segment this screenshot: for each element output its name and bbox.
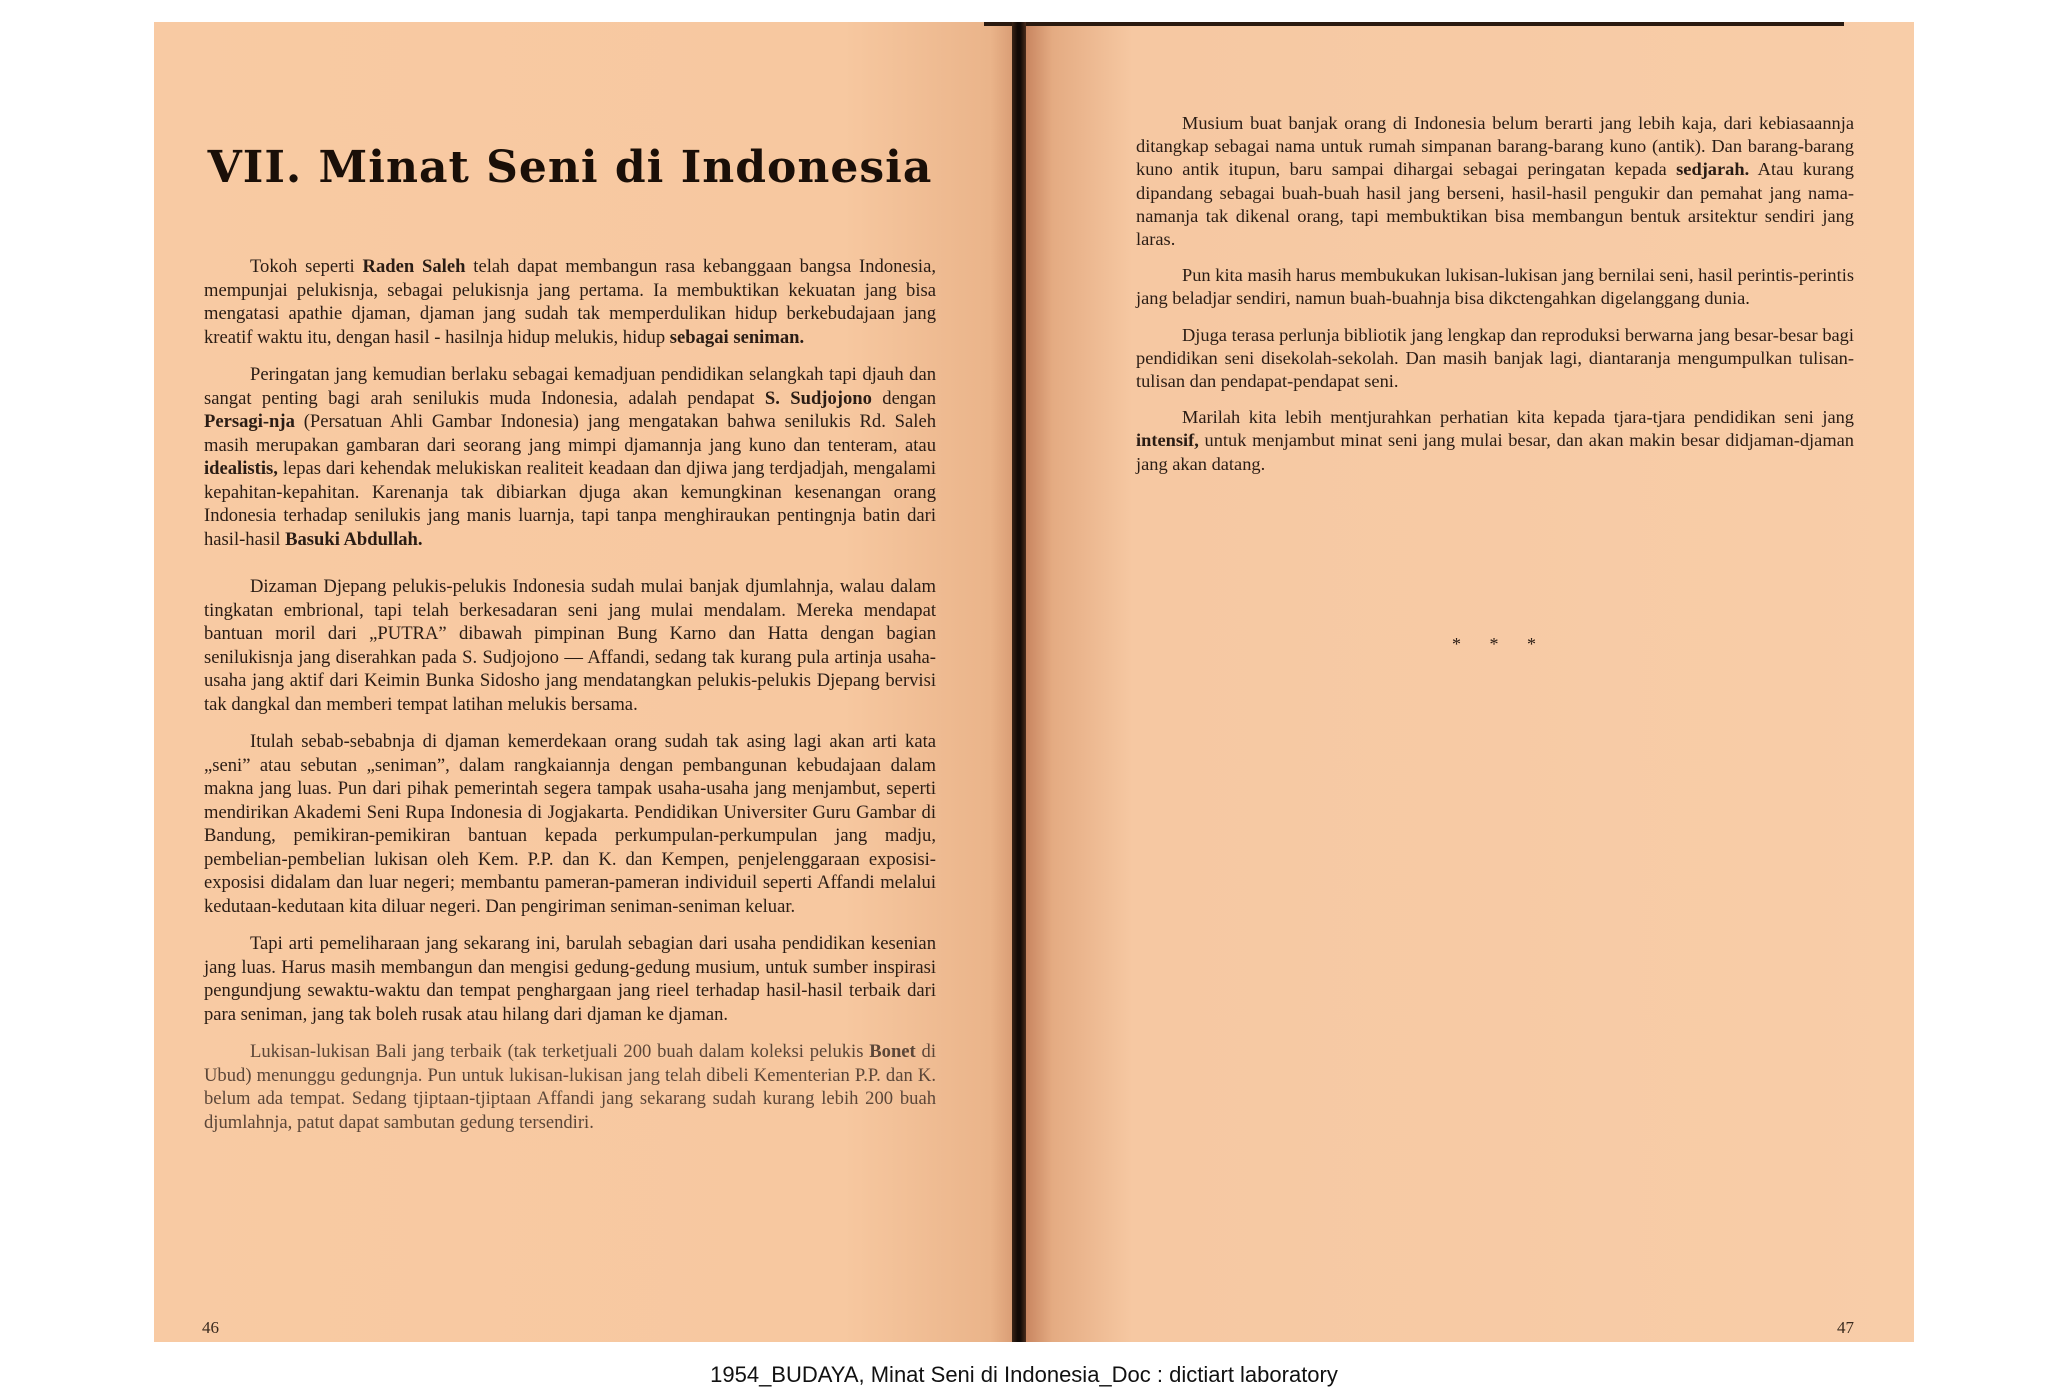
page-top-edge <box>984 22 1844 26</box>
text-run: Dizaman Djepang pelukis-pelukis Indonesia sudah mulai banjak djumlahnja, walau dalam tingkatan embrional, tapi telah berkesadaran seni jang mulai mendalam. Mereka mendapat bantuan moril dari „PUTRA” dibawah pimpinan Bung Karno dan Hatta dengan bagian senilukisnja jang diserahkan pada S. Sudjojono — Affandi, sedang tak kurang pula artinja usaha-usaha jang aktif dari Keimin Bunka Sidosho jang mendatangkan pelukis-pelukis Djepang bervisi tak dangkal dan memberi tempat latihan melukis bersama. <box>204 576 936 715</box>
left-page-body <box>204 255 936 1134</box>
text-run: Musium buat banjak orang di Indonesia belum berarti jang lebih kaja, dari kebiasaannja ditangkap sebagai nama untuk rumah simpanan barang-barang kuno (antik). Dan barang-barang kuno antik itupun, baru sampai dihargai sebagai peringatan kepada <box>1136 113 1854 180</box>
paragraph <box>1136 264 1854 310</box>
text-run: Marilah kita lebih mentjurahkan perhatian kita kepada tjara-tjara pendidikan seni jang <box>1182 407 1854 428</box>
paragraph <box>204 1040 936 1134</box>
paragraph <box>1136 406 1854 476</box>
paragraph <box>204 363 936 551</box>
page-number-right: 47 <box>1837 1318 1854 1337</box>
text-run: telah dapat membangun rasa kebanggaan bangsa Indonesia, mempunjai pelukisnja, sebagai pelukisnja jang pertama. Ia membuktikan kekuatan jang bisa mengatasi apathie djaman, djaman jang sudah tak memperdulikan hidup berkebudajaan jang kreatif waktu itu, dengan hasil - hasilnja hidup melukis, hidup <box>204 256 936 348</box>
text-run: Tokoh seperti <box>250 256 363 277</box>
page-number-left: 46 <box>202 1318 219 1337</box>
image-caption: 1954_BUDAYA, Minat Seni di Indonesia_Doc : dictiart laboratory <box>710 1362 1338 1387</box>
paragraph <box>204 730 936 918</box>
paragraph <box>204 255 936 349</box>
right-page <box>1026 22 1914 1342</box>
book-spine <box>1012 22 1026 1342</box>
bold-text-run: sedjarah. <box>1676 159 1750 180</box>
bold-text-run: S. Sudjojono <box>764 387 872 409</box>
bold-text-run: Bonet <box>869 1041 916 1062</box>
text-run: Tapi arti pemeliharaan jang sekarang ini, barulah sebagian dari usaha pendidikan kesenian jang luas. Harus masih membangun dan mengisi gedung-gedung musium, untuk sumber inspirasi pengundjung sewaktu-waktu dan tempat penghargaan jang rieel terhadap hasil-hasil terbaik dari para seniman, jang tak boleh rusak atau hilang dari djaman ke djaman. <box>204 933 936 1025</box>
text-run: di Ubud) menunggu gedungnja. Pun untuk lukisan-lukisan jang telah dibeli Kementerian P.P. dan K. belum ada tempat. Sedang tjiptaan-tjiptaan Affandi jang sekarang sudah kurang lebih 200 buah djumlahnja, patut dapat sambutan gedung tersendiri. <box>204 1041 936 1133</box>
text-run: Itulah sebab-sebabnja di djaman kemerdekaan orang sudah tak asing lagi akan arti kata „seni” atau sebutan „seniman”, dalam rangkaiannja dengan pembangunan kebudajaan dalam makna jang luas. Pun dari pihak pemerintah segera tampak usaha-usaha jang menjambut, seperti mendirikan Akademi Seni Rupa Indonesia di Jogjakarta. Pendidikan Universiter Guru Gambar di Bandung, pemikiran-pemikiran bantuan kepada perkumpulan-perkumpulan jang madju, pembelian-pembelian lukisan oleh Kem. P.P. dan K. dan Kempen, penjelenggaraan exposisi-exposisi didalam dan luar negeri; membantu pameran-pameran individuil seperti Affandi melalui kedutaan-kedutaan kita diluar negeri. Dan pengiriman seniman-seniman keluar. <box>204 731 936 917</box>
left-page <box>154 22 1016 1342</box>
bold-text-run: Persagi-nja <box>204 411 295 432</box>
section-separator: * * * <box>1452 634 1548 654</box>
text-run: Lukisan-lukisan Bali jang terbaik (tak terketjuali 200 buah dalam koleksi pelukis <box>250 1041 870 1062</box>
text-run: lepas dari kehendak melukiskan realiteit keadaan dan djiwa jang terdjadjah, mengalami kepahitan-kepahitan. Karenanja tak dibiarkan djuga akan kemungkinan kesenangan orang Indonesia terhadap senilukis jang manis luarnja, tapi tanpa menghiraukan pentingnja batin dari hasil-hasil <box>204 458 936 550</box>
text-run: Peringatan jang kemudian berlaku sebagai kemadjuan pendidikan selangkah tapi djauh dan sangat penting bagi arah senilukis muda Indonesia, adalah pendapat <box>204 364 936 409</box>
text-run: Pun kita masih harus membukukan lukisan-lukisan jang bernilai seni, hasil perintis-perintis jang beladjar sendiri, namun buah-buahnja bisa dikctengahkan digelanggang dunia. <box>1136 265 1854 309</box>
text-run: untuk menjambut minat seni jang mulai besar, dan akan makin besar didjaman-djaman jang akan datang. <box>1136 430 1854 474</box>
bold-text-run: sebagai seniman. <box>669 326 805 348</box>
bold-text-run: Basuki Abdullah. <box>285 528 423 550</box>
right-page-body <box>1136 112 1854 476</box>
paragraph <box>204 932 936 1026</box>
chapter-title: VII. Minat Seni di Indonesia <box>207 142 933 193</box>
text-run: (Persatuan Ahli Gambar Indonesia) jang mengatakan bahwa senilukis Rd. Saleh masih merupakan gambaran dari seorang jang mimpi djamannja jang kuno dan tenteram, atau <box>204 411 936 456</box>
book-spread <box>154 22 1914 1342</box>
text-run: Atau kurang dipandang sebagai buah-buah hasil jang berseni, hasil-hasil pengukir dan pemahat jang nama-namanja tak dikenal orang, tapi membuktikan bisa membangun bentuk arsitektur sendiri jang laras. <box>1136 159 1854 250</box>
text-run: dengan <box>871 387 936 409</box>
paragraph <box>204 575 936 716</box>
bold-text-run: idealistis, <box>204 458 278 479</box>
text-run: Djuga terasa perlunja bibliotik jang lengkap dan reproduksi berwarna jang besar-besar bagi pendidikan seni disekolah-sekolah. Dan masih banjak lagi, diantaranja mengumpulkan tulisan-tulisan dan pendapat-pendapat seni. <box>1136 324 1854 392</box>
paragraph <box>1136 112 1854 251</box>
bold-text-run: Raden Saleh <box>362 256 466 277</box>
paragraph <box>1136 324 1854 394</box>
bold-text-run: intensif, <box>1136 430 1199 451</box>
